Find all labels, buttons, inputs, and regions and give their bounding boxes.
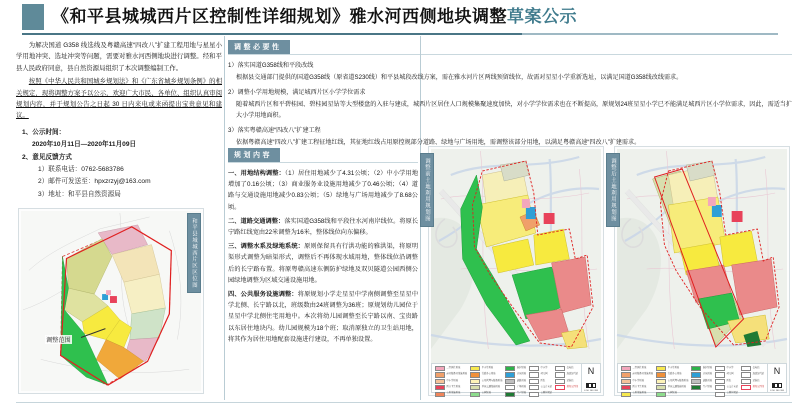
legend-item xyxy=(555,385,578,390)
legend-swatch-icon xyxy=(656,392,666,397)
legend-label: 加油加气站 xyxy=(566,373,579,376)
notice-label-time: 公示时间： xyxy=(32,128,66,136)
legend-item xyxy=(505,372,526,377)
necessity-item-3-body: 依据粤赣高速“四改八”扩建工程征地红线，其征地红线占用原控规部分道路、绿地与广场用地，需调整该部分用地，以满足粤赣高速“四改八”扩建需求。 xyxy=(236,139,641,146)
legend-swatch-icon xyxy=(621,372,631,377)
legend-column-2 xyxy=(470,366,503,395)
north-arrow-icon: N xyxy=(773,366,781,376)
notice-feedback-email: 2）邮件可发送至：hpxzrzyj@163.com xyxy=(38,178,151,186)
legend-label: 加油加气站 xyxy=(752,373,765,376)
legend-item xyxy=(715,372,738,377)
plan-content-section xyxy=(228,144,418,348)
legend-label: 变电站 xyxy=(566,366,574,369)
legend-item xyxy=(470,379,502,384)
after-map-panel[interactable] xyxy=(610,146,790,396)
legend-item xyxy=(529,392,552,397)
legend-swatch-icon xyxy=(555,372,565,377)
legend-swatch-icon xyxy=(656,366,666,371)
legend-item xyxy=(715,379,738,384)
legend-label: 道路用地 xyxy=(516,379,527,382)
plan-heading-wrap xyxy=(228,144,418,166)
header-accent-block xyxy=(22,4,44,30)
notice-value-time: 2020年10月11日—2020年11月09日 xyxy=(32,141,137,149)
legend-label: 公共管理与服务用地 xyxy=(667,379,689,382)
legend-item xyxy=(470,372,502,377)
legend-swatch-icon xyxy=(715,366,725,371)
scale-numbers xyxy=(584,390,598,392)
legend-label: 生产绿地 xyxy=(516,392,527,395)
necessity-item-3-title xyxy=(228,125,792,136)
legend-item xyxy=(555,366,578,371)
scale-tick-0: 0 xyxy=(584,390,586,392)
legend-item xyxy=(691,385,712,390)
necessity-item-2-title xyxy=(228,87,792,98)
scale-tick-0: 0 xyxy=(770,390,772,392)
legend-swatch-icon xyxy=(656,379,666,384)
legend-item xyxy=(741,366,764,371)
legend-label: 防护绿地 xyxy=(516,366,527,369)
legend-label: 防护绿地 xyxy=(702,366,713,369)
legend-item xyxy=(656,379,688,384)
legend-swatch-icon xyxy=(715,392,725,397)
legend-swatch-icon xyxy=(741,372,751,377)
legend-label: 水域用地 xyxy=(516,373,527,376)
legend-label: 区域交通设施用地 xyxy=(667,386,687,389)
legend-label: 中小学用地 xyxy=(632,379,644,382)
plan-item-4-title: 四、公共服务设施调整： xyxy=(228,291,298,299)
location-map-panel[interactable] xyxy=(18,208,204,394)
legend-item xyxy=(470,385,502,390)
before-map-canvas[interactable] xyxy=(431,149,601,363)
legend-label: 行政办公用地 xyxy=(481,373,496,376)
legend-swatch-icon xyxy=(741,366,751,371)
notice-feedback-address: 3）地址：和平县自然资源局 xyxy=(38,190,121,198)
legend-column-2 xyxy=(656,366,689,395)
legend-item xyxy=(435,385,467,390)
legend-label: 规划范围线 xyxy=(752,386,765,389)
plan-item-3-body: 原则保留具有行洪功能的雅洪渠，将原明渠形式调整为暗渠形式，调整后不再体现水域用地，整体线位沿调整后的长宁路布置。将原粤赣高速东侧防护绿地及双贝隧道公园西侧公园绿地调整为区域交通设施用地。 xyxy=(228,243,419,284)
notice-label-feedback: 意见反馈方式 xyxy=(32,153,72,161)
legend-label: 行政办公用地 xyxy=(667,373,682,376)
legend-label: 公园绿地 xyxy=(481,392,491,395)
legend-item xyxy=(715,385,738,390)
legend-label: 中小学用地 xyxy=(667,366,680,369)
legend-swatch-icon xyxy=(505,392,515,397)
legend-swatch-icon xyxy=(505,379,515,384)
legend-item xyxy=(435,379,467,384)
scale-tick-1: 50 xyxy=(772,390,775,392)
legend-item xyxy=(555,379,578,384)
necessity-body xyxy=(228,60,792,148)
legend-label: 公共管理与服务用地 xyxy=(481,379,503,382)
plan-item-4 xyxy=(228,289,418,345)
scale-tick-2: 100 xyxy=(775,390,780,392)
legend-swatch-icon xyxy=(435,379,445,384)
legend-item xyxy=(691,379,712,384)
location-map-graphic xyxy=(21,211,201,391)
legend-item xyxy=(505,366,526,371)
necessity-item-1-num: 1） xyxy=(228,62,238,69)
legend-item xyxy=(621,366,653,371)
legend-label: 消防站 xyxy=(566,379,574,382)
legend-label: 幼儿园 xyxy=(726,373,734,376)
legend-item xyxy=(529,385,552,390)
scale-tick-1: 50 xyxy=(586,390,589,392)
legend-column-5 xyxy=(555,366,578,390)
intro-paragraph-1: 为解决国道 G358 线选线及粤赣高速“四改八”扩建工程用地与星星小学用地冲突、选址冲突等问题，需要对雅水河西侧地块进行调整。经和平县人民政府同意，县自然资源局组织了本次调整编制工作。 xyxy=(16,42,222,72)
legend-label: 医疗卫生用地 xyxy=(632,386,647,389)
legend-label: 商业服务业设施用地 xyxy=(446,373,468,376)
legend-item xyxy=(741,385,764,390)
necessity-item-2-body: 随着城西片区和平碧桂园、碧桂园星钻等大型楼盘的入驻与建成，城西片区居住人口规模集聚速度加快，对小学学位需求也在不断提高，原规划24班星星小学已不能满足城西片区小学位需求，因此，需适当扩大小学用地面积。 xyxy=(236,101,792,119)
legend-item xyxy=(505,385,526,390)
legend-label: 中小学用地 xyxy=(481,366,494,369)
legend-label: 公厕垃圾站 xyxy=(540,392,553,395)
necessity-item-3-num: 3） xyxy=(228,127,238,134)
legend-label: 规划范围线 xyxy=(566,386,579,389)
legend-item xyxy=(435,366,467,371)
legend-swatch-icon xyxy=(656,372,666,377)
adjustment-range-callout: 调整范围 xyxy=(46,337,71,344)
legend-swatch-icon xyxy=(470,379,480,384)
legend-item xyxy=(555,372,578,377)
legend-label: 公交首末站 xyxy=(540,386,553,389)
legend-label: 区域交通设施用地 xyxy=(481,386,501,389)
before-map-graphic xyxy=(431,149,601,363)
page-title-main: 《和平县城城西片区控制性详细规划》雅水河西侧地块调整 xyxy=(52,7,507,26)
legend-swatch-icon xyxy=(505,372,515,377)
legend-column-4 xyxy=(715,366,739,395)
legend-swatch-icon xyxy=(555,385,565,390)
legend-column-1 xyxy=(435,366,468,395)
legend-label: 中小学用地 xyxy=(446,379,458,382)
column-divider-1 xyxy=(224,36,225,400)
legend-item xyxy=(470,366,502,371)
legend-item xyxy=(435,392,467,397)
scale-tick-3: 200 xyxy=(780,390,784,392)
legend-swatch-icon xyxy=(435,372,445,377)
scale-bar-icon xyxy=(772,383,782,388)
legend-item xyxy=(715,392,738,397)
after-map-canvas[interactable] xyxy=(617,149,787,363)
legend-label: 公厕垃圾站 xyxy=(726,392,739,395)
legend-swatch-icon xyxy=(470,372,480,377)
legend-swatch-icon xyxy=(435,385,445,390)
plan-item-3-title: 三、调整水系及绿地系统： xyxy=(228,243,305,251)
plan-item-2-title: 二、道路交通调整： xyxy=(228,217,285,225)
intro-paragraph-2: 按照《中华人民共和国城乡规划法》和《广东省城乡规划条例》的相关规定，现将调整方案予以公示，欢迎广大市民、各单位、组织认真审阅规划内容，并于规划公告之日起 30 日内来电或来函提出宝贵意见和建议。 xyxy=(16,78,222,120)
legend-label: 商业服务业设施用地 xyxy=(632,373,654,376)
legend-item xyxy=(741,372,764,377)
necessity-item-1-label: 落实国道G358线和平段改线 xyxy=(237,62,314,69)
scale-bar-icon xyxy=(586,383,596,388)
legend-label: 二类居住用地 xyxy=(446,366,461,369)
legend-item xyxy=(621,372,653,377)
necessity-item-2-label: 调整小学用地规模，满足城西片区小学学位需求 xyxy=(237,89,366,96)
legend-swatch-icon xyxy=(691,372,701,377)
legend-column-3 xyxy=(691,366,712,390)
legend-swatch-icon xyxy=(505,366,515,371)
legend-column-3 xyxy=(505,366,527,395)
legend-swatch-icon xyxy=(470,392,480,397)
legend-swatch-icon xyxy=(529,379,539,384)
legend-swatch-icon xyxy=(715,385,725,390)
legend-label: 生产绿地 xyxy=(702,386,713,389)
legend-swatch-icon xyxy=(529,366,539,371)
before-map-legend xyxy=(431,363,601,393)
legend-label: 变电站 xyxy=(752,366,760,369)
scale-numbers xyxy=(770,390,784,392)
legend-label: 公交首末站 xyxy=(726,386,739,389)
legend-column-1 xyxy=(621,366,654,395)
intro-text xyxy=(16,40,222,122)
legend-swatch-icon xyxy=(715,372,725,377)
plan-item-1-body: （1）居住用地减少了4.31公顷；（2）中小学用地增加了0.16公顷；（3）商业服务业设施用地减少了0.46公顷；（4）道路与交通设施用地减少0.83公顷；（5）绿地与广场用地减少了8.68公顷。 xyxy=(228,170,419,211)
legend-swatch-icon xyxy=(715,379,725,384)
footer-divider xyxy=(16,402,792,403)
legend-item xyxy=(529,379,552,384)
legend-item xyxy=(621,379,653,384)
plan-content-body xyxy=(228,168,418,345)
legend-item xyxy=(505,379,526,384)
legend-item xyxy=(621,385,653,390)
legend-swatch-icon xyxy=(505,385,515,390)
legend-swatch-icon xyxy=(470,385,480,390)
plan-item-1-title: 一、用地结构调整： xyxy=(228,170,285,177)
legend-item xyxy=(435,372,467,377)
page-title xyxy=(52,4,792,30)
page-header xyxy=(0,0,800,32)
legend-swatch-icon xyxy=(435,366,445,371)
legend-column-5 xyxy=(741,366,764,390)
legend-swatch-icon xyxy=(621,366,631,371)
notice-list xyxy=(16,127,222,201)
header-divider-strong xyxy=(22,33,522,35)
legend-label: 医院 xyxy=(726,379,732,382)
legend-item xyxy=(505,392,526,397)
legend-swatch-icon xyxy=(529,385,539,390)
location-map-canvas[interactable] xyxy=(21,211,201,391)
legend-item xyxy=(656,366,688,371)
necessity-item-2-num: 2） xyxy=(228,89,238,96)
before-map-vertical-label: 调整前土地利用规划图 xyxy=(420,153,434,227)
legend-label: 二类居住用地 xyxy=(632,366,647,369)
legend-swatch-icon xyxy=(691,379,701,384)
legend-label: 公用设施用地 xyxy=(632,392,647,395)
location-map-vertical-label: 和平县城城西片区区位图 xyxy=(187,213,201,293)
legend-label: 消防站 xyxy=(752,379,760,382)
legend-item xyxy=(691,372,712,377)
legend-item xyxy=(656,372,688,377)
legend-swatch-icon xyxy=(555,379,565,384)
legend-swatch-icon xyxy=(555,366,565,371)
after-map-legend xyxy=(617,363,787,393)
plan-item-2 xyxy=(228,216,418,238)
legend-item xyxy=(691,366,712,371)
scale-tick-3: 200 xyxy=(594,390,598,392)
legend-item xyxy=(470,392,502,397)
legend-item xyxy=(529,366,552,371)
scale-tick-2: 100 xyxy=(589,390,594,392)
north-arrow-icon: N xyxy=(587,366,595,376)
page-title-accent: 草案公示 xyxy=(507,7,577,26)
plan-item-2-body: 落实国道G358线和平段往水河南岸线位。将原长宁路红线宽由22米调整为16米，整体线位向东偏移。 xyxy=(228,217,419,237)
plan-content-heading: 规划内容 xyxy=(228,148,280,162)
necessity-item-1-title xyxy=(228,60,792,71)
legend-label: 幼儿园 xyxy=(540,373,548,376)
legend-swatch-icon xyxy=(621,392,631,397)
legend-label: 医院 xyxy=(540,379,546,382)
legend-item xyxy=(621,392,653,397)
legend-swatch-icon xyxy=(621,379,631,384)
before-map-panel[interactable] xyxy=(424,146,604,396)
legend-label: 道路用地 xyxy=(702,379,713,382)
notice-item-time xyxy=(22,127,222,139)
legend-label: 中小学 xyxy=(540,366,548,369)
notice-item-feedback xyxy=(22,152,222,164)
necessity-section xyxy=(228,36,792,152)
legend-item xyxy=(656,385,688,390)
legend-label: 水域用地 xyxy=(702,373,713,376)
necessity-item-3-label: 落实粤赣高速“四改八”扩建工程 xyxy=(237,127,321,134)
before-legend-columns xyxy=(432,364,581,395)
legend-item xyxy=(741,379,764,384)
legend-column-4 xyxy=(529,366,553,395)
notice-num-1: 1、 xyxy=(22,128,33,136)
legend-label: 公园绿地 xyxy=(667,392,677,395)
legend-label: 医疗卫生用地 xyxy=(446,386,461,389)
legend-swatch-icon xyxy=(741,385,751,390)
legend-item xyxy=(715,366,738,371)
plan-item-3 xyxy=(228,241,418,286)
legend-item xyxy=(656,392,688,397)
necessity-item-1-body: 根据县交通部门提供的国道G358线（原省道S230线）和平县城段改线方案，需在雅水河片区两线预留线位，故需对星星小学重新选址，以满足国道G358线改线需求。 xyxy=(236,74,683,81)
plan-item-4-body: 将原规划小学走星星中学南侧调整至星星中学北侧、长宁路以北，班级数由24班调整为36班；原规划幼儿园位于星星中学北侧住宅用地中。本次将幼儿园调整至长宁路以南、宝贵路以东居住地块内。幼儿园规模为18个班；取消原独立的卫生站用地，将其作为居住用地配套设施进行建设，不再单独设置。 xyxy=(228,291,419,343)
legend-swatch-icon xyxy=(529,392,539,397)
notice-num-2: 2、 xyxy=(22,153,33,161)
legend-swatch-icon xyxy=(656,385,666,390)
legend-swatch-icon xyxy=(621,385,631,390)
legend-label: 中小学 xyxy=(726,366,734,369)
legend-swatch-icon xyxy=(435,392,445,397)
legend-label: 公用设施用地 xyxy=(446,392,461,395)
north-and-scale xyxy=(581,364,600,392)
legend-swatch-icon xyxy=(529,372,539,377)
legend-swatch-icon xyxy=(691,366,701,371)
necessity-heading: 调整必要性 xyxy=(228,40,290,54)
north-and-scale xyxy=(767,364,786,392)
legend-swatch-icon xyxy=(741,379,751,384)
plan-item-1 xyxy=(228,168,418,213)
legend-swatch-icon xyxy=(470,366,480,371)
legend-label: 广场用地 xyxy=(516,386,527,389)
after-map-graphic xyxy=(617,149,787,363)
necessity-heading-wrap xyxy=(228,36,792,58)
legend-swatch-icon xyxy=(691,385,701,390)
after-map-vertical-label: 调整后土地利用规划图 xyxy=(606,153,620,227)
notice-feedback-phone: 1）联系电话：0762-5683786 xyxy=(38,166,124,174)
legend-item xyxy=(529,372,552,377)
after-legend-columns xyxy=(618,364,767,395)
